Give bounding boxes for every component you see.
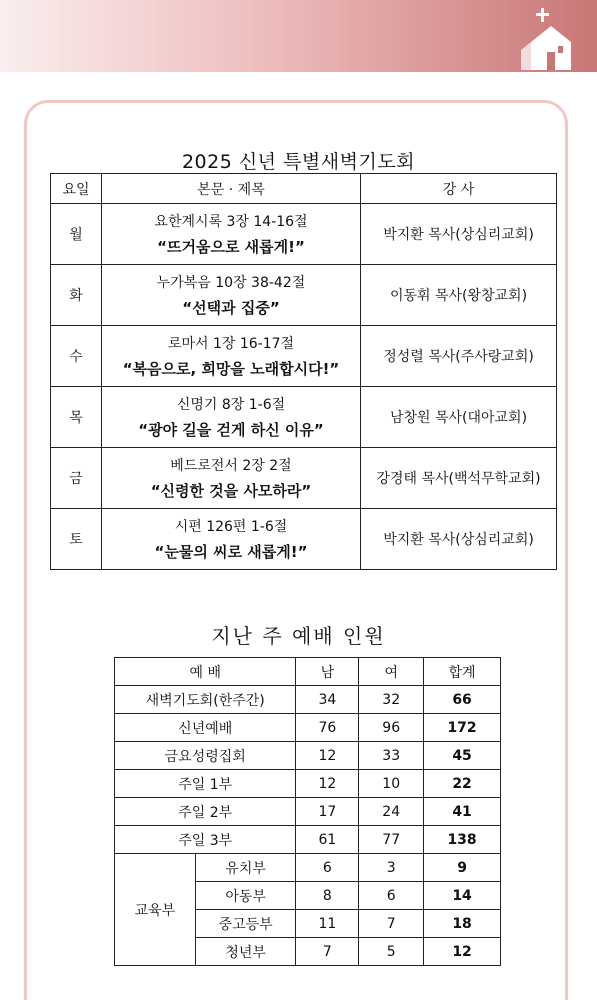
total-cell: 41 [424,798,501,826]
service-cell: 주일 2부 [115,798,296,826]
schedule-row [51,265,557,326]
day-cell: 목 [51,387,102,448]
scripture-ref: 요한계시록 3장 14-16절 [154,214,308,230]
church-icon [511,4,581,72]
header-day: 요일 [51,174,102,204]
dept-cell: 청년부 [195,938,296,966]
attendance-row [115,770,501,798]
female-cell: 33 [359,742,424,770]
sermon-theme: “눈물의 씨로 새롭게!” [154,543,308,561]
day-cell: 금 [51,448,102,509]
scripture-ref: 로마서 1장 16-17절 [167,336,295,352]
education-label-cell: 교육부 [115,854,196,966]
sermon-theme: “신령한 것을 사모하라” [150,482,312,500]
female-cell: 6 [359,882,424,910]
speaker-cell: 박지환 목사(상심리교회) [361,509,557,570]
attendance-header-row [115,658,501,686]
passage-cell [102,204,361,265]
male-cell: 17 [296,798,359,826]
scripture-ref: 신명기 8장 1-6절 [176,397,286,413]
female-cell: 10 [359,770,424,798]
attendance-table [114,657,501,966]
schedule-table [50,173,557,570]
female-cell: 5 [359,938,424,966]
header-passage: 본문 · 제목 [102,174,361,204]
female-cell: 77 [359,826,424,854]
day-cell: 수 [51,326,102,387]
passage-cell [102,265,361,326]
attendance-row [115,798,501,826]
schedule-title: 2025 신년 특별새벽기도회 [181,151,416,173]
sermon-theme: “뜨거움으로 새롭게!” [157,238,305,256]
male-cell: 7 [296,938,359,966]
male-cell: 61 [296,826,359,854]
day-cell: 월 [51,204,102,265]
speaker-cell: 강경태 목사(백석무학교회) [361,448,557,509]
header-service: 예 배 [115,658,296,686]
schedule-row [51,509,557,570]
sermon-theme: “선택과 집중” [182,299,280,317]
male-cell: 76 [296,714,359,742]
attendance-row [115,742,501,770]
male-cell: 8 [296,882,359,910]
attendance-title: 지난 주 예배 인원 [211,624,386,648]
passage-cell [102,448,361,509]
scripture-ref: 시편 126편 1-6절 [174,519,288,535]
dept-cell: 아동부 [195,882,296,910]
speaker-cell: 정성렬 목사(주사랑교회) [361,326,557,387]
service-cell: 신년예배 [115,714,296,742]
total-cell: 12 [424,938,501,966]
schedule-row [51,448,557,509]
female-cell: 32 [359,686,424,714]
male-cell: 12 [296,770,359,798]
passage-cell [102,509,361,570]
header-total: 합계 [424,658,501,686]
passage-cell [102,326,361,387]
speaker-cell: 이동휘 목사(왕창교회) [361,265,557,326]
passage-cell [102,387,361,448]
header-speaker: 강 사 [361,174,557,204]
male-cell: 11 [296,910,359,938]
dept-cell: 유치부 [195,854,296,882]
total-cell: 22 [424,770,501,798]
female-cell: 24 [359,798,424,826]
female-cell: 3 [359,854,424,882]
attendance-row [115,826,501,854]
total-cell: 14 [424,882,501,910]
service-cell: 주일 3부 [115,826,296,854]
total-cell: 66 [424,686,501,714]
header-female: 여 [359,658,424,686]
total-cell: 138 [424,826,501,854]
sermon-theme: “광야 길을 걷게 하신 이유” [138,421,324,439]
schedule-header-row [51,174,557,204]
education-row [115,854,501,882]
service-cell: 금요성령집회 [115,742,296,770]
male-cell: 12 [296,742,359,770]
female-cell: 96 [359,714,424,742]
total-cell: 9 [424,854,501,882]
attendance-row [115,714,501,742]
header-band [0,0,597,72]
header-male: 남 [296,658,359,686]
speaker-cell: 남창원 목사(대아교회) [361,387,557,448]
dept-cell: 중고등부 [195,910,296,938]
total-cell: 45 [424,742,501,770]
female-cell: 7 [359,910,424,938]
sermon-theme: “복음으로, 희망을 노래합시다!” [122,360,340,378]
schedule-row [51,204,557,265]
scripture-ref: 누가복음 10장 38-42절 [156,275,306,291]
male-cell: 6 [296,854,359,882]
day-cell: 화 [51,265,102,326]
total-cell: 172 [424,714,501,742]
total-cell: 18 [424,910,501,938]
schedule-row [51,387,557,448]
speaker-cell: 박지환 목사(상심리교회) [361,204,557,265]
service-cell: 새벽기도회(한주간) [115,686,296,714]
scripture-ref: 베드로전서 2장 2절 [170,458,292,474]
male-cell: 34 [296,686,359,714]
attendance-row [115,686,501,714]
day-cell: 토 [51,509,102,570]
service-cell: 주일 1부 [115,770,296,798]
schedule-row [51,326,557,387]
